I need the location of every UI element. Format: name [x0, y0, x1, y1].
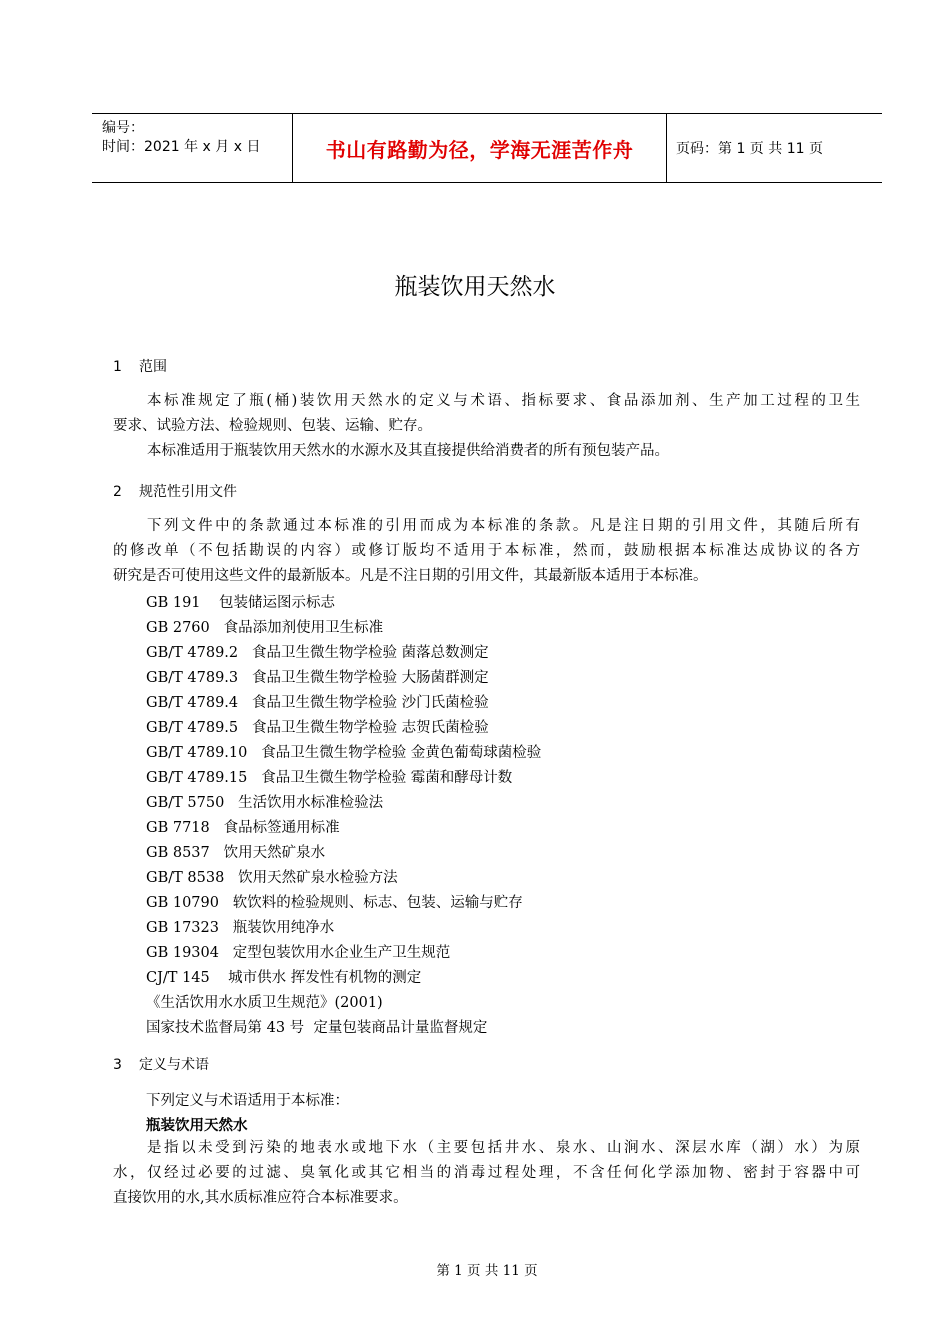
header-motto-cell — [292, 114, 667, 182]
reference-item: GB/T 4789.4 食品卫生微生物学检验 沙门氏菌检验 — [146, 695, 489, 711]
section-2-heading — [113, 481, 237, 501]
section-number: 1 — [113, 359, 122, 375]
reference-item: GB 8537 饮用天然矿泉水 — [146, 845, 326, 861]
section-1-para-1-line-2: 要求、试验方法、检验规则、包装、运输、贮存。 — [113, 418, 432, 434]
reference-item: 国家技术监督局第 43 号 定量包装商品计量监督规定 — [146, 1020, 488, 1036]
header-page-cell — [666, 114, 882, 182]
section-number: 2 — [113, 484, 122, 500]
time-label: 时间：2021 年 x 月 x 日 — [102, 139, 261, 155]
term-definition-line-2: 水，仅经过必要的过滤、臭氧化或其它相当的消毒过程处理，不含任何化学添加物、密封于容器中可 — [113, 1165, 860, 1181]
reference-item: GB/T 4789.5 食品卫生微生物学检验 志贺氏菌检验 — [146, 720, 489, 736]
section-3-heading — [113, 1054, 209, 1074]
reference-item: GB/T 4789.3 食品卫生微生物学检验 大肠菌群测定 — [146, 670, 489, 686]
reference-item: GB/T 5750 生活饮用水标准检验法 — [146, 795, 384, 811]
reference-item: GB 17323 瓶装饮用纯净水 — [146, 920, 335, 936]
reference-item: GB/T 8538 饮用天然矿泉水检验方法 — [146, 870, 398, 886]
section-title: 定义与术语 — [139, 1057, 209, 1073]
motto-text: 书山有路勤为径，学海无涯苦作舟 — [325, 137, 634, 162]
section-number: 3 — [113, 1057, 122, 1073]
section-2-para-line-3: 研究是否可使用这些文件的最新版本。凡是不注日期的引用文件，其最新版本适用于本标准。 — [113, 568, 708, 584]
reference-item: GB/T 4789.15 食品卫生微生物学检验 霉菌和酵母计数 — [146, 770, 513, 786]
section-1-para-2: 本标准适用于瓶装饮用天然水的水源水及其直接提供给消费者的所有预包装产品。 — [147, 443, 669, 459]
reference-item: GB 19304 定型包装饮用水企业生产卫生规范 — [146, 945, 451, 961]
term-definition-line-1: 是指以未受到污染的地表水或地下水（主要包括井水、泉水、山涧水、深层水库（湖）水）为原 — [147, 1140, 860, 1156]
reference-item: GB/T 4789.2 食品卫生微生物学检验 菌落总数测定 — [146, 645, 489, 661]
page-footer: 第 1 页 共 11 页 — [436, 1263, 538, 1279]
header-left-cell — [92, 114, 292, 182]
section-title: 规范性引用文件 — [139, 484, 237, 500]
section-title: 范围 — [139, 359, 167, 375]
reference-item: GB 10790 软饮料的检验规则、标志、包装、运输与贮存 — [146, 895, 523, 911]
page-code: 页码：第 1 页 共 11 页 — [676, 141, 823, 157]
document-header — [92, 113, 882, 183]
reference-item: GB/T 4789.10 食品卫生微生物学检验 金黄色葡萄球菌检验 — [146, 745, 542, 761]
reference-item: GB 191 包装储运图示标志 — [146, 595, 335, 611]
reference-item: CJ/T 145 城市供水 挥发性有机物的测定 — [146, 970, 422, 986]
section-1-heading — [113, 356, 167, 376]
reference-item: 《生活饮用水水质卫生规范》(2001) — [146, 995, 383, 1011]
reference-item: GB 2760 食品添加剂使用卫生标准 — [146, 620, 384, 636]
section-2-para-line-1: 下列文件中的条款通过本标准的引用而成为本标准的条款。凡是注日期的引用文件，其随后所有 — [147, 518, 860, 534]
reference-item: GB 7718 食品标签通用标准 — [146, 820, 340, 836]
number-label: 编号： — [102, 120, 144, 136]
section-2-para-line-2: 的修改单（不包括勘误的内容）或修订版均不适用于本标准，然而，鼓励根据本标准达成协议的各方 — [113, 543, 860, 559]
section-1-para-1-line-1: 本标准规定了瓶(桶)装饮用天然水的定义与术语、指标要求、食品添加剂、生产加工过程的卫生 — [147, 393, 860, 409]
term-definition-line-3: 直接饮用的水,其水质标准应符合本标准要求。 — [113, 1190, 408, 1206]
term-heading: 瓶装饮用天然水 — [146, 1118, 248, 1134]
section-3-intro: 下列定义与术语适用于本标准： — [146, 1093, 349, 1109]
document-title: 瓶装饮用天然水 — [394, 274, 556, 300]
